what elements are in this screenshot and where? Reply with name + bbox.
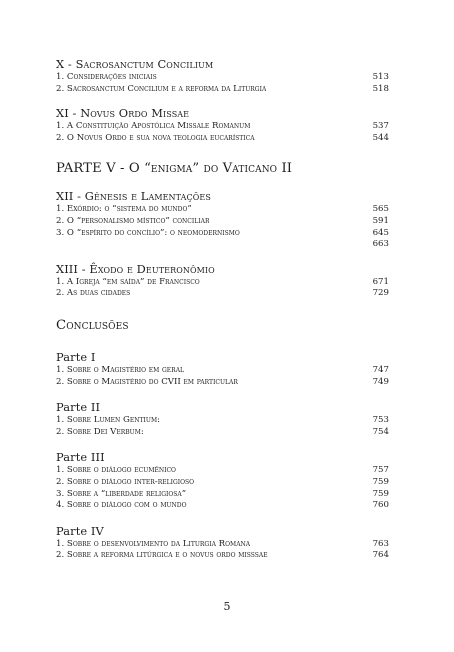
entry-label: 1. Sobre Lumen Gentium: <box>56 415 161 426</box>
toc-section-x <box>56 57 389 95</box>
entry-label: 2. Sobre Dei Verbum: <box>56 426 144 437</box>
toc-section-xiii <box>56 262 389 300</box>
section-title: X - Sacrosanctum Concilium <box>56 57 214 71</box>
entry-label: 3. O “espírito do concílio”: o neomodernismo <box>56 227 240 238</box>
toc-entry <box>56 121 389 133</box>
entry-label: 4. Sobre o diálogo com o mundo <box>56 500 187 511</box>
entry-page: 591 <box>372 215 389 226</box>
entry-page: 513 <box>372 72 389 82</box>
toc-entry <box>56 489 389 501</box>
toc-parte-i <box>56 350 389 388</box>
toc-entry <box>56 477 389 489</box>
entry-label: 2. Sobre o diálogo inter-religioso <box>56 476 195 487</box>
entry-page: 645 <box>372 227 389 238</box>
toc-entry <box>56 288 389 300</box>
toc-section-xi <box>56 106 389 144</box>
toc-entry <box>56 365 389 377</box>
entry-page: 759 <box>372 476 389 487</box>
section-title: Parte II <box>56 400 101 415</box>
section-title: Parte IV <box>56 523 104 538</box>
toc-entry <box>56 377 389 389</box>
entry-label: 1. Exórdio: o “sistema do mundo” <box>56 204 192 215</box>
entry-page: 757 <box>372 465 389 476</box>
toc-entry <box>56 427 389 439</box>
toc-parte-ii <box>56 400 389 438</box>
toc-entry <box>56 415 389 427</box>
toc-entry <box>56 500 389 512</box>
entry-label: 1. Considerações iniciais <box>56 72 157 82</box>
toc-entry <box>56 133 389 145</box>
entry-page: 537 <box>372 121 389 132</box>
toc-parte-iii <box>56 450 389 511</box>
entry-label: 1. Sobre o desenvolvimento da Liturgia Romana <box>56 538 251 549</box>
toc-entry <box>56 228 389 240</box>
entry-page: 544 <box>372 132 389 143</box>
entry-page: 759 <box>372 488 389 499</box>
toc-entry <box>56 277 389 289</box>
entry-label: 2. O Novus Ordo e sua nova teologia eucarística <box>56 132 255 143</box>
entry-label: 2. Sobre a reforma litúrgica e o novus ordo misssae <box>56 550 268 561</box>
toc-parte-iv <box>56 524 389 562</box>
entry-page: 671 <box>372 276 389 287</box>
entry-page: 753 <box>372 415 389 426</box>
entry-label: 1. A Constituição Apostólica Missale Romanum <box>56 121 251 132</box>
toc-conclusions <box>56 317 389 334</box>
toc-part-v <box>56 160 389 177</box>
entry-label: 1. Sobre o diálogo ecumênico <box>56 465 176 476</box>
entry-page: 747 <box>372 364 389 375</box>
toc-entry <box>56 72 389 84</box>
section-title: XI - Novus Ordo Missae <box>56 106 190 121</box>
table-of-contents <box>56 57 389 562</box>
entry-label: 2. Sacrosanctum Concilium e a reforma da Liturgia <box>56 83 267 94</box>
entry-page: 763 <box>372 538 389 549</box>
entry-label: 1. Sobre o Magistério em geral <box>56 364 185 375</box>
toc-entry <box>56 84 389 96</box>
toc-entry <box>56 465 389 477</box>
entry-page: 764 <box>372 550 389 561</box>
toc-entry <box>56 239 389 251</box>
entry-page: 565 <box>372 204 389 215</box>
entry-page: 760 <box>372 500 389 511</box>
section-title: XIII - Êxodo e Deuteronômio <box>56 261 215 276</box>
section-title: Parte I <box>56 349 96 364</box>
toc-entry <box>56 539 389 551</box>
toc-entry <box>56 204 389 216</box>
page-number: 5 <box>223 600 231 613</box>
toc-section-xii <box>56 189 389 250</box>
entry-label: 2. O “personalismo místico” conciliar <box>56 215 210 226</box>
entry-label: 1. A Igreja “em saída” de Francisco <box>56 276 200 287</box>
entry-page: 754 <box>372 426 389 437</box>
section-title: Parte III <box>56 450 105 465</box>
entry-label: 2. As duas cidades <box>56 288 131 299</box>
part-title: PARTE V - O “enigma” do Vaticano II <box>56 161 293 177</box>
entry-page: 518 <box>372 83 389 94</box>
entry-page: 663 <box>372 239 389 250</box>
toc-entry <box>56 216 389 228</box>
entry-page: 729 <box>372 288 389 299</box>
section-title: XII - Gênesis e Lamentações <box>56 189 211 204</box>
entry-label: 3. Sobre a “liberdade religiosa” <box>56 488 187 499</box>
part-title: Conclusões <box>56 317 129 333</box>
toc-entry <box>56 550 389 562</box>
entry-page: 749 <box>372 376 389 387</box>
entry-label: 2. Sobre o Magistério do CVII em particular <box>56 376 238 387</box>
